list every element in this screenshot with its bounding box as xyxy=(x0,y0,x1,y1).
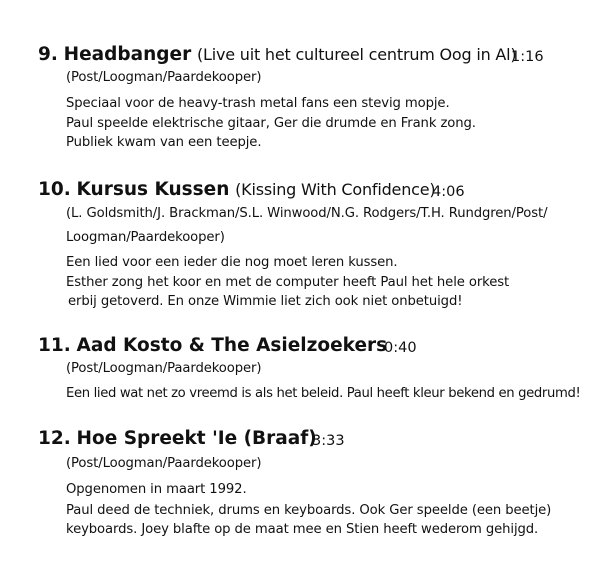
track-9-line-3: Publiek kwam van een teepje. xyxy=(66,135,262,150)
track-12-line-1: Opgenomen in maart 1992. xyxy=(66,482,247,497)
track-11-heading xyxy=(38,335,387,357)
track-11-title: Aad Kosto & The Asielzoekers xyxy=(76,335,388,356)
track-9-duration: 1:16 xyxy=(511,49,544,65)
track-9-credits: (Post/Loogman/Paardekooper) xyxy=(66,70,262,85)
track-12-line-2: Paul deed de techniek, drums en keyboards. Ook Ger speelde (een beetje) xyxy=(66,503,552,518)
track-9-heading xyxy=(38,44,516,66)
track-9-number: 9. xyxy=(38,44,58,65)
track-12-duration: 3:33 xyxy=(312,433,345,449)
track-9-subtitle: (Live uit het cultureel centrum Oog in Al) xyxy=(196,45,517,64)
track-10-line-1: Een lied voor een ieder die nog moet leren kussen. xyxy=(66,255,398,270)
track-11-duration: 0:40 xyxy=(384,340,417,356)
track-11-number: 11. xyxy=(38,335,71,356)
track-10-credits-2: Loogman/Paardekooper) xyxy=(66,230,225,245)
track-12-heading xyxy=(38,428,317,450)
track-9-line-1: Speciaal voor de heavy-trash metal fans een stevig mopje. xyxy=(66,96,450,111)
track-10-number: 10. xyxy=(38,179,71,200)
track-12-number: 12. xyxy=(38,428,71,449)
track-10-line-2: Esther zong het koor en met de computer heeft Paul het hele orkest xyxy=(66,275,510,290)
track-12-title: Hoe Spreekt 'Ie (Braaf) xyxy=(76,428,317,449)
track-9-title: Headbanger xyxy=(63,44,192,65)
track-10-credits-1: (L. Goldsmith/J. Brackman/S.L. Winwood/N.G. Rodgers/T.H. Rundgren/Post/ xyxy=(66,206,548,221)
track-10-subtitle: (Kissing With Confidence) xyxy=(235,180,436,199)
track-10-duration: 4:06 xyxy=(432,184,465,200)
track-10-heading xyxy=(38,179,435,201)
track-10-line-3: erbij getoverd. En onze Wimmie liet zich ook niet onbetuigd! xyxy=(68,294,463,309)
track-12-credits: (Post/Loogman/Paardekooper) xyxy=(66,456,262,471)
track-11-line-1: Een lied wat net zo vreemd is als het beleid. Paul heeft kleur bekend en gedrumd! xyxy=(66,386,581,401)
track-12-line-3: keyboards. Joey blafte op de maat mee en Stien heeft wederom gehijgd. xyxy=(66,522,539,537)
track-10-title: Kursus Kussen xyxy=(76,179,230,200)
track-11-credits: (Post/Loogman/Paardekooper) xyxy=(66,361,262,376)
track-9-line-2: Paul speelde elektrische gitaar, Ger die drumde en Frank zong. xyxy=(66,116,476,131)
